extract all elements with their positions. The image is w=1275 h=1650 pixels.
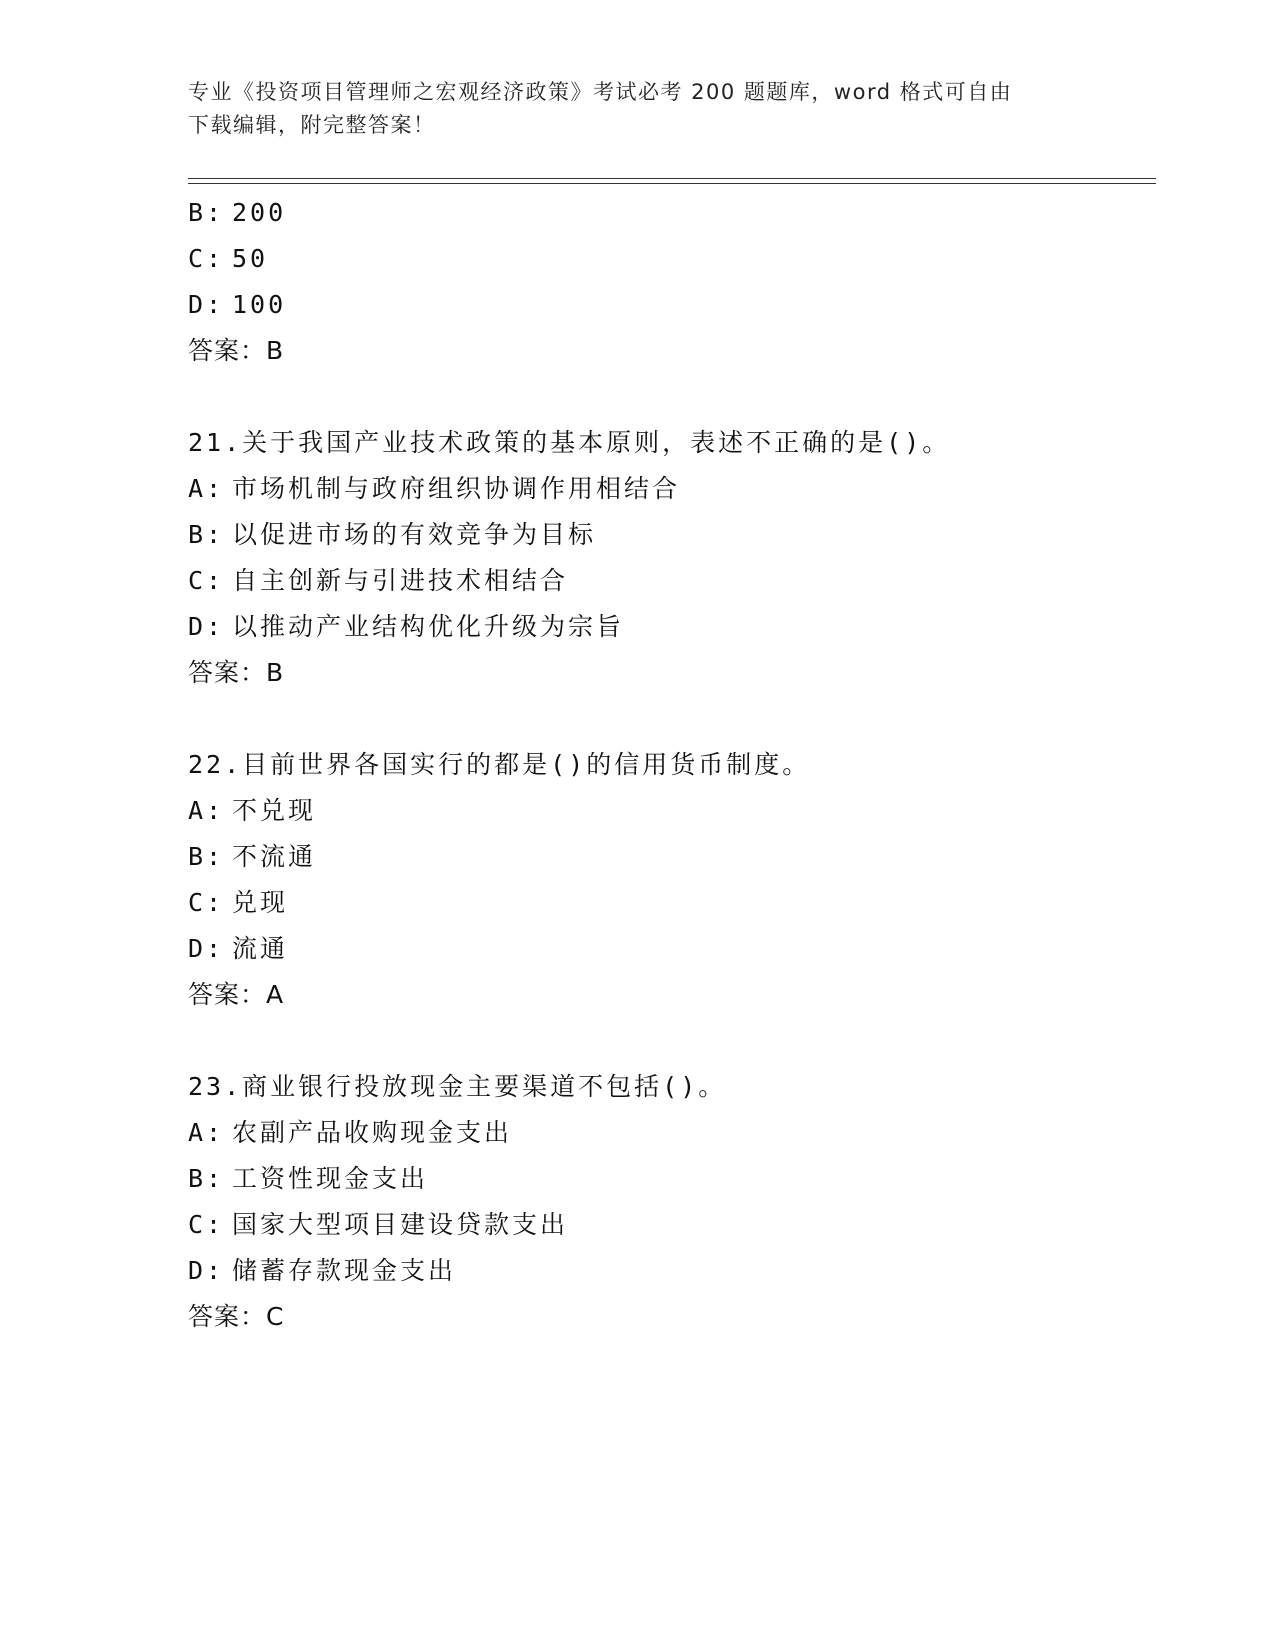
document-body xyxy=(188,190,1148,1340)
option-text: 以促进市场的有效竞争为目标 xyxy=(232,520,597,549)
option-row xyxy=(188,604,1148,650)
option-text: 农副产品收购现金支出 xyxy=(232,1118,513,1147)
option-text: 以推动产业结构优化升级为宗旨 xyxy=(232,612,625,641)
answer-line: 答案：C xyxy=(188,1302,285,1331)
option-text: 兑现 xyxy=(232,888,289,917)
option-row xyxy=(188,834,1148,880)
option-row xyxy=(188,1248,1148,1294)
question-block-21 xyxy=(188,420,1148,696)
option-row xyxy=(188,512,1148,558)
option-letter: D: xyxy=(188,290,225,319)
option-row xyxy=(188,466,1148,512)
option-letter: B: xyxy=(188,842,225,871)
option-letter: A: xyxy=(188,1118,225,1147)
option-letter: B: xyxy=(188,198,225,227)
answer-line: 答案：B xyxy=(188,336,285,365)
option-row xyxy=(188,558,1148,604)
option-letter: B: xyxy=(188,520,225,549)
option-row xyxy=(188,190,1148,236)
spacer xyxy=(188,696,1148,742)
option-row xyxy=(188,1202,1148,1248)
option-letter: C: xyxy=(188,244,225,273)
option-text: 自主创新与引进技术相结合 xyxy=(232,566,569,595)
option-letter: C: xyxy=(188,1210,225,1239)
option-letter: C: xyxy=(188,888,225,917)
option-row xyxy=(188,1110,1148,1156)
header-rule-bottom xyxy=(188,183,1156,184)
question-stem: 21.关于我国产业技术政策的基本原则，表述不正确的是()。 xyxy=(188,428,951,457)
option-text: 储蓄存款现金支出 xyxy=(232,1256,457,1285)
spacer xyxy=(188,374,1148,420)
option-text: 不兑现 xyxy=(232,796,317,825)
question-block-23 xyxy=(188,1064,1148,1340)
option-letter: D: xyxy=(188,612,225,641)
option-letter: B: xyxy=(188,1164,225,1193)
header-line-2: 下载编辑，附完整答案！ xyxy=(188,113,436,137)
option-row xyxy=(188,788,1148,834)
option-text: 不流通 xyxy=(232,842,317,871)
answer-line: 答案：A xyxy=(188,980,285,1009)
option-text: 100 xyxy=(232,290,287,319)
option-text: 流通 xyxy=(232,934,289,963)
option-row xyxy=(188,1156,1148,1202)
header-rule-top xyxy=(188,178,1156,179)
option-letter: A: xyxy=(188,474,225,503)
answer-line: 答案：B xyxy=(188,658,285,687)
option-text: 工资性现金支出 xyxy=(232,1164,429,1193)
spacer xyxy=(188,1018,1148,1064)
option-row xyxy=(188,282,1148,328)
option-text: 市场机制与政府组织协调作用相结合 xyxy=(232,474,681,503)
header-line-1: 专业《投资项目管理师之宏观经济政策》考试必考 200 题题库，word 格式可自由 xyxy=(188,80,1013,104)
question-block-prev xyxy=(188,190,1148,374)
option-row xyxy=(188,236,1148,282)
option-text: 50 xyxy=(232,244,269,273)
question-stem: 22.目前世界各国实行的都是()的信用货币制度。 xyxy=(188,750,811,779)
option-letter: C: xyxy=(188,566,225,595)
option-text: 200 xyxy=(232,198,287,227)
document-header xyxy=(188,76,1088,142)
option-letter: D: xyxy=(188,1256,225,1285)
option-letter: A: xyxy=(188,796,225,825)
question-stem: 23.商业银行投放现金主要渠道不包括()。 xyxy=(188,1072,727,1101)
option-row xyxy=(188,880,1148,926)
option-row xyxy=(188,926,1148,972)
question-block-22 xyxy=(188,742,1148,1018)
option-text: 国家大型项目建设贷款支出 xyxy=(232,1210,569,1239)
option-letter: D: xyxy=(188,934,225,963)
